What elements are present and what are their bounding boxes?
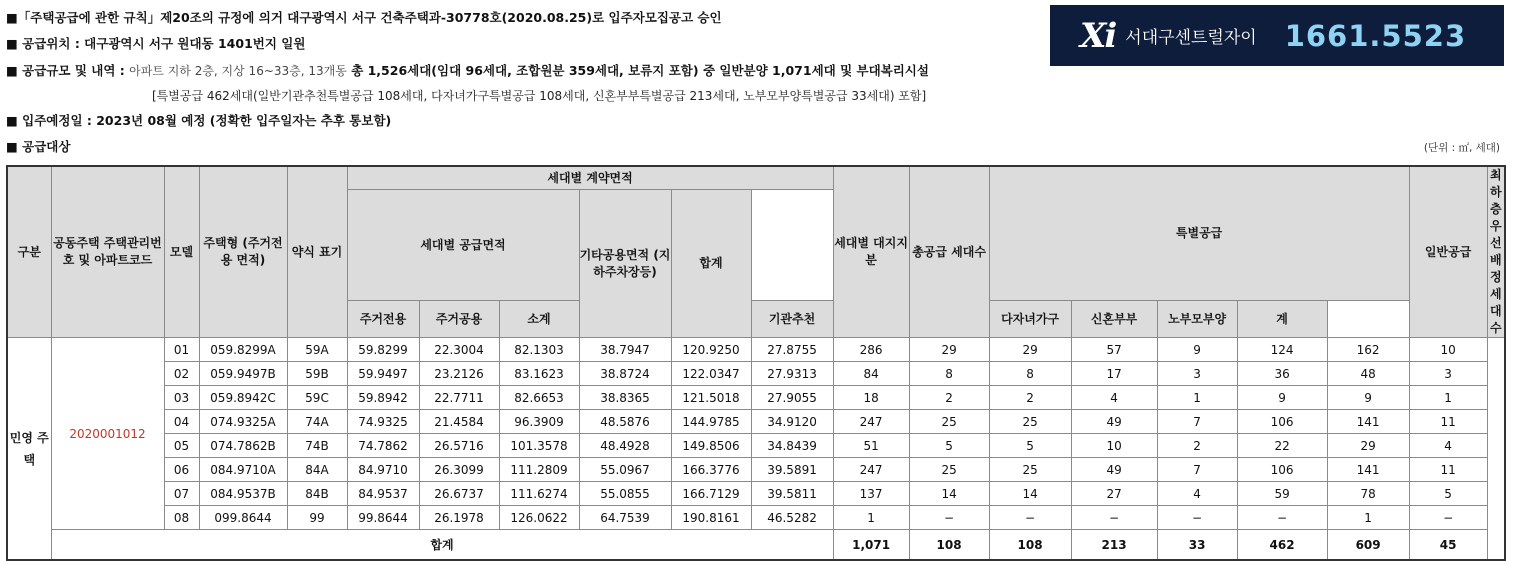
table-cell: 1 [1409,386,1487,410]
supply-scale-building: 아파트 지하 2층, 지상 16~33층, 13개동 [129,64,347,78]
table-cell: 05 [164,434,199,458]
table-cell: 82.6653 [499,386,579,410]
table-cell: 74.9325 [347,410,419,434]
table-cell: 7 [1157,410,1237,434]
table-cell: 78 [1327,482,1409,506]
table-cell: 111.6274 [499,482,579,506]
table-cell: 14 [909,482,989,506]
table-cell: 64.7539 [579,506,671,530]
table-cell: 149.8506 [671,434,751,458]
table-cell: 36 [1237,362,1327,386]
header-sp-org: 기관추천 [751,301,833,338]
table-cell: 99.8644 [347,506,419,530]
table-cell: 14 [989,482,1071,506]
table-cell: 83.1623 [499,362,579,386]
table-cell: 27.8755 [751,338,833,362]
table-cell: 190.8161 [671,506,751,530]
table-cell: 59B [287,362,347,386]
table-cell: 26.3099 [419,458,499,482]
header-type: 주택형 (주거전용 면적) [199,166,287,338]
table-cell: 9 [1157,338,1237,362]
table-cell: 7 [1157,458,1237,482]
table-cell: 82.1303 [499,338,579,362]
header-common: 주거공용 [419,301,499,338]
move-in-date: ■ 입주예정일 : 2023년 08월 예정 (정확한 입주일자는 추후 통보함) [6,113,392,128]
total-cell: 1,071 [833,530,909,561]
table-cell: 084.9710A [199,458,287,482]
table-row [7,386,1505,410]
table-cell: 25 [989,458,1071,482]
table-cell: 166.3776 [671,458,751,482]
table-cell: 03 [164,386,199,410]
table-cell: 101.3578 [499,434,579,458]
table-cell: 059.8299A [199,338,287,362]
header-sp-multi: 다자녀가구 [989,301,1071,338]
header-land: 세대별 대지지분 [833,166,909,338]
table-cell: 2 [909,386,989,410]
table-cell: 25 [909,410,989,434]
table-row [7,434,1505,458]
table-cell: 166.7129 [671,482,751,506]
table-cell: 84B [287,482,347,506]
header-abbr: 약식 표기 [287,166,347,338]
table-cell: 02 [164,362,199,386]
table-cell: 106 [1237,458,1327,482]
table-cell: 059.8942C [199,386,287,410]
table-cell: 48 [1327,362,1409,386]
table-row [7,458,1505,482]
table-cell: − [1157,506,1237,530]
table-row [7,362,1505,386]
table-cell: − [1237,506,1327,530]
table-cell: − [1071,506,1157,530]
unit-note: (단위 : ㎡, 세대) [1423,142,1500,154]
table-cell: 99 [287,506,347,530]
table-cell: 22.3004 [419,338,499,362]
table-cell: 04 [164,410,199,434]
table-cell: 126.0622 [499,506,579,530]
table-cell: 27.9313 [751,362,833,386]
table-cell: 106 [1237,410,1327,434]
table-cell: 49 [1071,410,1157,434]
header-gubun: 구분 [7,166,51,338]
table-cell: 162 [1327,338,1409,362]
table-cell: 74B [287,434,347,458]
table-cell: 17 [1071,362,1157,386]
table-cell: 57 [1071,338,1157,362]
table-cell: 10 [1409,338,1487,362]
table-cell: 1 [1327,506,1409,530]
table-cell: 9 [1237,386,1327,410]
table-cell: 9 [1327,386,1409,410]
table-cell: 84.9537 [347,482,419,506]
table-cell: 11 [1409,458,1487,482]
table-cell: 22.7711 [419,386,499,410]
table-cell: 1 [833,506,909,530]
table-cell: 23.2126 [419,362,499,386]
phone-number: 1661.5523 [1284,18,1467,53]
table-cell: 2 [1157,434,1237,458]
table-cell: 38.7947 [579,338,671,362]
supply-table [6,165,1506,561]
table-cell: 34.9120 [751,410,833,434]
header-other: 기타공용면적 (지하주차장등) [579,190,671,338]
table-cell: 111.2809 [499,458,579,482]
table-cell: 137 [833,482,909,506]
table-cell: 26.5716 [419,434,499,458]
housing-code-cell: 2020001012 [51,338,164,530]
header-sum: 합계 [671,190,751,338]
table-cell: 1 [1157,386,1237,410]
header-supply-area: 세대별 공급면적 [347,190,579,301]
table-cell: 5 [909,434,989,458]
table-cell: 21.4584 [419,410,499,434]
header-exclusive: 주거전용 [347,301,419,338]
table-cell: 286 [833,338,909,362]
table-cell: 59.8299 [347,338,419,362]
table-cell: 59 [1237,482,1327,506]
table-cell: 121.5018 [671,386,751,410]
table-row [7,482,1505,506]
table-cell: 27 [1071,482,1157,506]
complex-name: 서대구센트럴자이 [1125,28,1257,48]
header-special: 특별공급 [989,166,1409,301]
header-total-units: 총공급 세대수 [909,166,989,338]
table-cell: 5 [989,434,1071,458]
table-cell: 39.5891 [751,458,833,482]
total-cell: 462 [1237,530,1327,561]
table-cell: 8 [989,362,1071,386]
table-cell: 22 [1237,434,1327,458]
table-cell: 27.9055 [751,386,833,410]
table-cell: − [1409,506,1487,530]
table-cell: 11 [1409,410,1487,434]
table-cell: 247 [833,410,909,434]
table-cell: 4 [1157,482,1237,506]
xi-logo-icon: Xi [1080,15,1116,56]
table-cell: 38.8724 [579,362,671,386]
table-cell: 074.9325A [199,410,287,434]
table-cell: 4 [1071,386,1157,410]
table-cell: 10 [1071,434,1157,458]
table-cell: 06 [164,458,199,482]
table-cell: 96.3909 [499,410,579,434]
table-cell: 25 [909,458,989,482]
table-cell: 59A [287,338,347,362]
header-subtotal: 소계 [499,301,579,338]
table-body [7,338,1505,561]
table-cell: 29 [909,338,989,362]
total-label: 합계 [51,530,833,561]
table-cell: 55.0855 [579,482,671,506]
approval-notice: ■「주택공급에 관한 규칙」제20조의 규정에 의거 대구광역시 서구 건축주택과-30778호(2020.08.25)로 입주자모집공고 승인 [6,10,722,25]
table-cell: − [989,506,1071,530]
table-cell: 74A [287,410,347,434]
table-cell: 84 [833,362,909,386]
table-row [7,338,1505,362]
table-cell: 5 [1409,482,1487,506]
table-cell: 124 [1237,338,1327,362]
table-cell: 74.7862 [347,434,419,458]
table-cell: 38.8365 [579,386,671,410]
table-cell: 059.9497B [199,362,287,386]
table-cell: 08 [164,506,199,530]
header-model: 모델 [164,166,199,338]
table-cell: 59.8942 [347,386,419,410]
header-lowest: 최하층 우선배정 세대수 [1487,166,1505,338]
supply-location: ■ 공급위치 : 대구광역시 서구 원대동 1401번지 일원 [6,36,306,51]
table-cell: 3 [1409,362,1487,386]
table-cell: 120.9250 [671,338,751,362]
table-row [7,506,1505,530]
table-cell: 144.9785 [671,410,751,434]
supply-scale-label: ■ 공급규모 및 내역 : [6,63,125,78]
table-cell: 59C [287,386,347,410]
header-sp-parent: 노부모부양 [1157,301,1237,338]
total-cell: 609 [1327,530,1409,561]
header-sp-sum: 계 [1237,301,1327,338]
supply-scale [6,61,929,79]
total-cell: 33 [1157,530,1237,561]
table-cell: 4 [1409,434,1487,458]
table-cell: 48.5876 [579,410,671,434]
table-cell: 26.6737 [419,482,499,506]
table-cell: 84A [287,458,347,482]
table-cell: 51 [833,434,909,458]
table-cell: 84.9710 [347,458,419,482]
table-cell: 099.8644 [199,506,287,530]
table-cell: 48.4928 [579,434,671,458]
table-cell: 07 [164,482,199,506]
header-sp-newlywed: 신혼부부 [1071,301,1157,338]
special-supply-note: [특별공급 462세대(일반기관추천특별공급 108세대, 다자녀가구특별공급 108세대, 신혼부부특별공급 213세대, 노부모부양특별공급 33세대) 포함] [152,89,927,103]
table-cell: 122.0347 [671,362,751,386]
table-cell: 55.0967 [579,458,671,482]
supply-target-heading: ■ 공급대상 [6,139,71,154]
table-cell: 39.5811 [751,482,833,506]
table-cell: 29 [989,338,1071,362]
table-row [7,410,1505,434]
table-cell: 141 [1327,410,1409,434]
table-cell: 18 [833,386,909,410]
header-contract-area: 세대별 계약면적 [347,166,833,190]
total-cell: 45 [1409,530,1487,561]
table-cell: 25 [989,410,1071,434]
category-cell: 민영 주택 [7,338,51,561]
table-cell: 34.8439 [751,434,833,458]
table-cell: 247 [833,458,909,482]
table-cell: 8 [909,362,989,386]
table-cell: 141 [1327,458,1409,482]
total-row [7,530,1505,561]
table-cell: − [909,506,989,530]
table-cell: 084.9537B [199,482,287,506]
table-cell: 29 [1327,434,1409,458]
total-cell: 108 [989,530,1071,561]
brand-banner [1050,5,1504,66]
total-cell: 108 [909,530,989,561]
total-cell: 213 [1071,530,1157,561]
header-code: 공동주택 주택관리번호 및 아파트코드 [51,166,164,338]
table-cell: 074.7862B [199,434,287,458]
supply-scale-units: 총 1,526세대(임대 96세대, 조합원분 359세대, 보류지 포함) 중 일반분양 1,071세대 및 부대복리시설 [351,63,929,78]
table-cell: 59.9497 [347,362,419,386]
table-cell: 01 [164,338,199,362]
table-cell: 26.1978 [419,506,499,530]
table-cell: 46.5282 [751,506,833,530]
table-cell: 49 [1071,458,1157,482]
header-general: 일반공급 [1409,166,1487,338]
table-cell: 2 [989,386,1071,410]
table-cell: 3 [1157,362,1237,386]
